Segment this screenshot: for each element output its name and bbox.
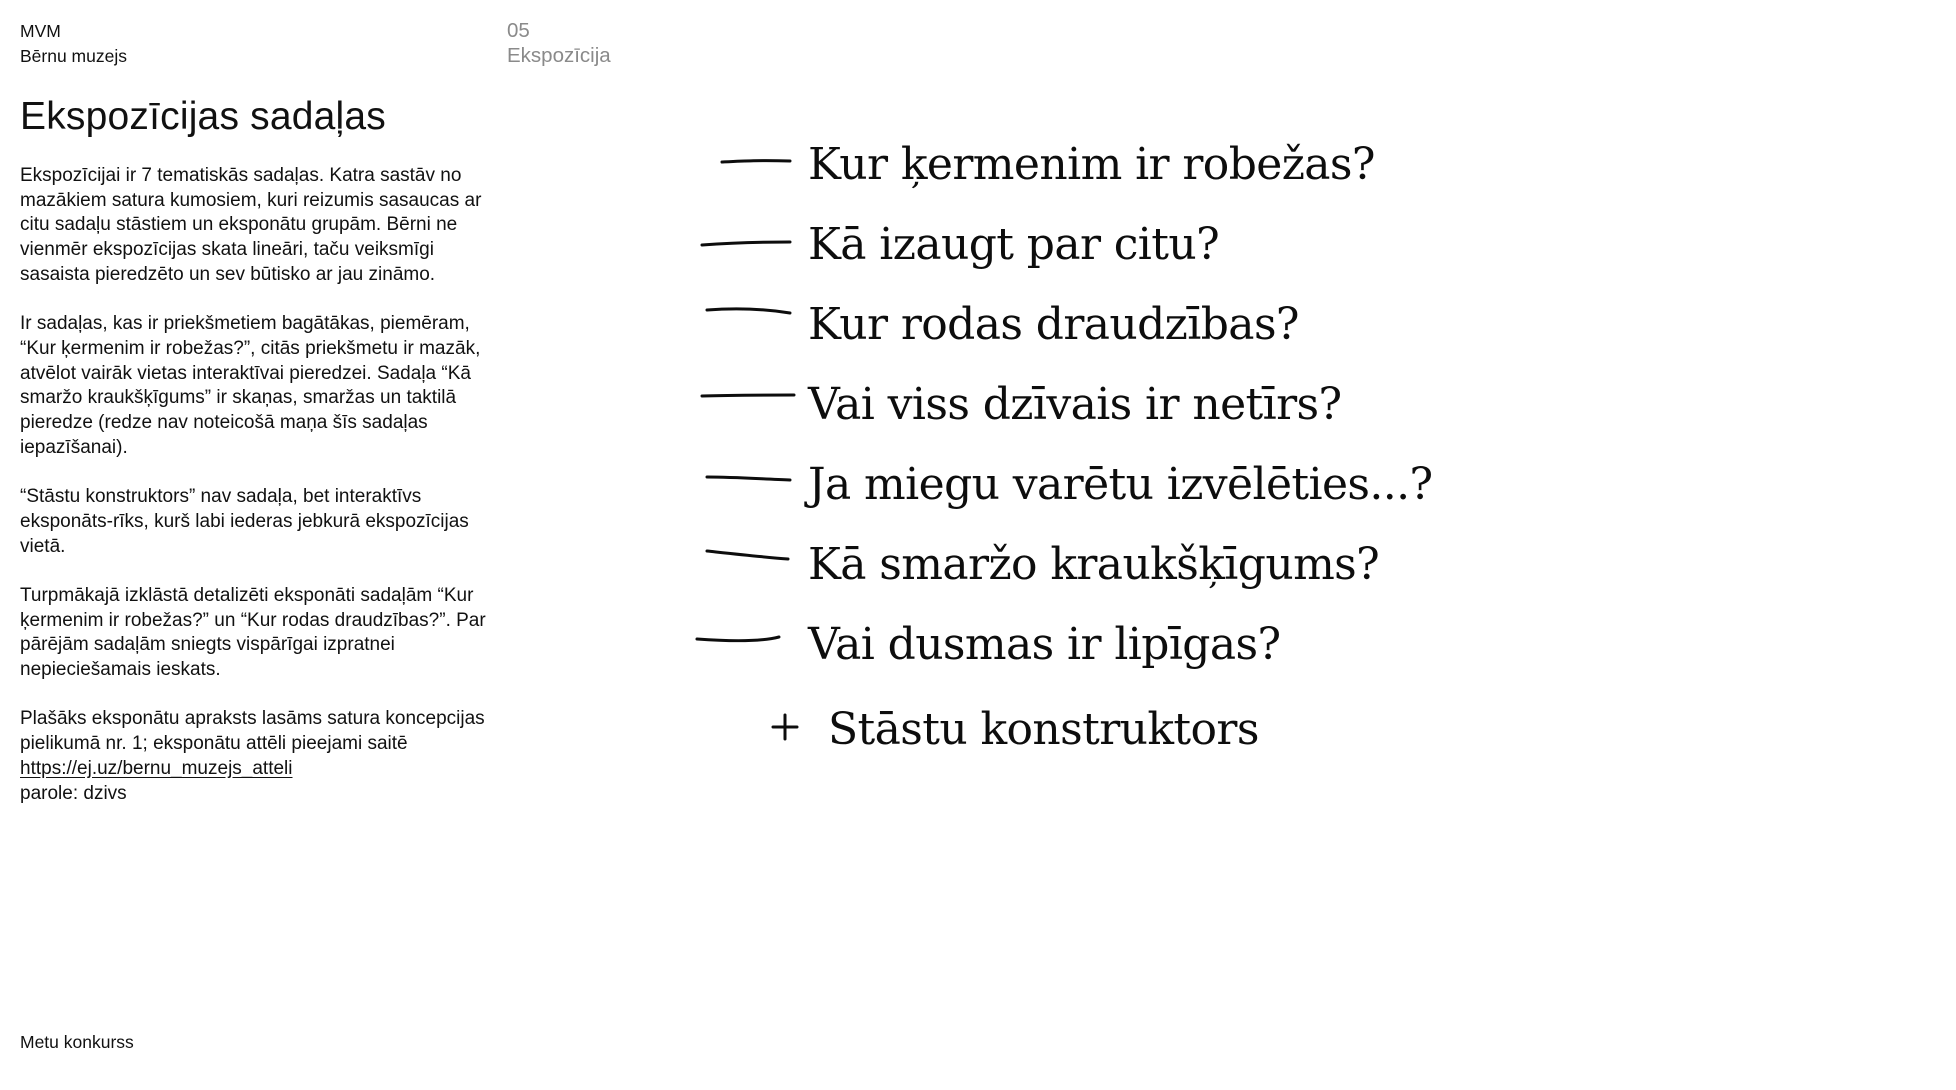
images-link[interactable]: https://ej.uz/bernu_muzejs_atteli <box>20 757 293 779</box>
section-label: Vai dusmas ir lipīgas? <box>808 619 1281 670</box>
body-paragraph: Turpmākajā izklāstā detalizēti eksponāti sadaļām “Kur ķermenim ir robežas?” un “Kur rodas draudzības?”. Par pārējām sadaļām sniegts vispārīgai izpratnei nepieciešamais ieskats. <box>20 584 486 681</box>
section-meta <box>507 18 611 68</box>
hand-drawn-dash-icon <box>690 535 800 595</box>
hand-drawn-dash-icon <box>690 455 800 515</box>
body-paragraph-links <box>20 707 490 806</box>
hand-drawn-dash-icon <box>690 295 800 355</box>
story-constructor-label: Stāstu konstruktors <box>828 704 1259 755</box>
link-intro-text: Plašāks eksponātu apraksts lasāms satura koncepcijas pielikumā nr. 1; eksponātu attēli pieejami saitē <box>20 708 485 755</box>
section-label: Kur rodas draudzības? <box>808 299 1299 350</box>
body-paragraph: Ekspozīcijai ir 7 tematiskās sadaļas. Katra sastāv no mazākiem satura kumosiem, kuri reizumis sasaucas ar citu sadaļu stāstiem un eksponātu grupām. Bērni ne vienmēr ekspozīcijas skata lineāri, taču veiksmīgi sasaista pieredzēto un sev būtisko ar jau zināmo. <box>20 165 482 285</box>
section-label: Ja miegu varētu izvēlēties...? <box>808 459 1433 510</box>
body-paragraph: “Stāstu konstruktors” nav sadaļa, bet interaktīvs eksponāts-rīks, kurš labi iederas jebkurā ekspozīcijas vietā. <box>20 486 469 557</box>
section-number: 05 <box>507 19 530 42</box>
section-item <box>690 615 1370 675</box>
section-label: Kā smaržo kraukšķīgums? <box>808 539 1380 590</box>
hand-drawn-dash-icon <box>690 135 800 195</box>
hand-drawn-dash-icon <box>690 615 800 675</box>
section-label: Kur ķermenim ir robežas? <box>808 139 1375 190</box>
page-title: Ekspozīcijas sadaļas <box>20 95 387 138</box>
section-item <box>690 455 1433 515</box>
password-text: parole: dzivs <box>20 782 127 804</box>
section-label: Kā izaugt par citu? <box>808 219 1220 270</box>
brand-block <box>20 19 127 69</box>
section-item <box>690 135 1375 195</box>
section-item <box>690 215 1370 275</box>
body-paragraph: Ir sadaļas, kas ir priekšmetiem bagātākas, piemēram, “Kur ķermenim ir robežas?”, citās priekšmetu ir mazāk, atvēlot vairāk vietas interaktīvai pieredzei. Sadaļa “Kā smaržo kraukšķīgums” ir skaņas, smaržas un taktilā pieredze (redze nav noteicošā maņa šīs sadaļas iepazīšanai). <box>20 313 481 458</box>
section-label: Vai viss dzīvais ir netīrs? <box>808 379 1342 430</box>
section-item <box>690 375 1370 435</box>
section-item <box>690 535 1380 595</box>
brand-subtitle: Bērnu muzejs <box>20 46 127 66</box>
section-name: Ekspozīcija <box>507 44 611 67</box>
section-item <box>690 295 1370 355</box>
body-text <box>20 164 490 831</box>
hand-drawn-dash-icon <box>690 215 800 275</box>
footer-label: Metu konkurss <box>20 1032 134 1052</box>
story-constructor-item <box>770 700 1370 760</box>
plus-icon <box>770 712 800 742</box>
hand-drawn-dash-icon <box>690 375 800 435</box>
brand-name: MVM <box>20 21 61 41</box>
